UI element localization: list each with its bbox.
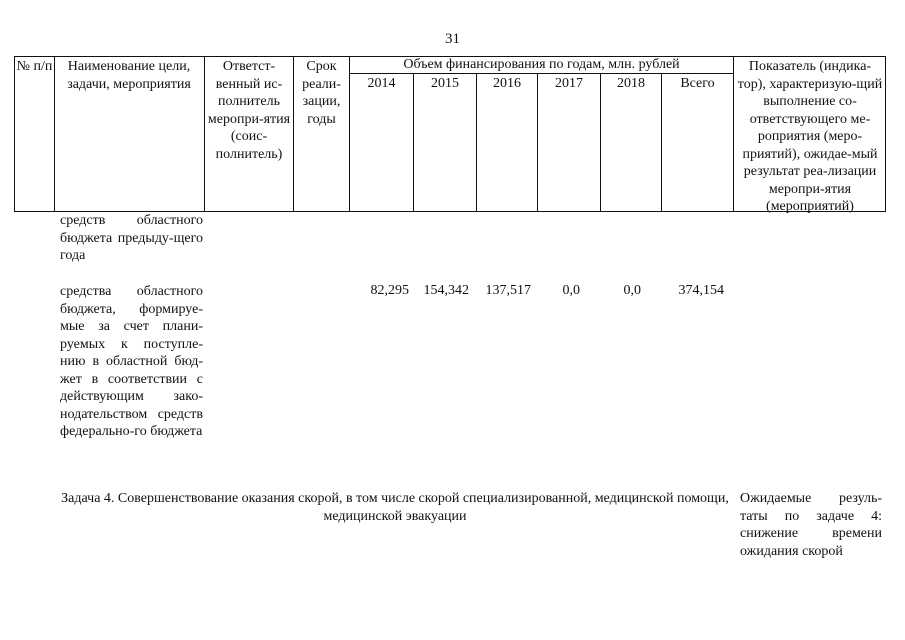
value-2014: 82,295 <box>370 283 409 298</box>
task4-expected-results: Ожидаемые резуль-таты по задаче 4: снижение времени ожидания скорой <box>740 491 882 559</box>
header-col-funding: Объем финансирования по годам, млн. рублей <box>403 57 680 72</box>
value-total: 374,154 <box>678 283 724 298</box>
col-divider <box>54 56 55 212</box>
col-divider <box>14 56 15 212</box>
header-col-term: Срок реали-зации, годы <box>302 59 341 127</box>
year-divider <box>537 73 538 212</box>
header-year: 2014 <box>367 76 396 91</box>
year-divider <box>413 73 414 212</box>
header-col-no: № п/п <box>16 59 53 74</box>
header-year: 2016 <box>493 76 521 91</box>
header-year: 2015 <box>431 76 459 91</box>
value-2016: 137,517 <box>485 283 531 298</box>
col-divider <box>204 56 205 212</box>
header-year: 2018 <box>617 76 645 91</box>
task4-title: Задача 4. Совершенствование оказания скорой, в том числе скорой специализированной, медицинской помощи, медицинской эвакуации <box>61 491 729 524</box>
col-divider <box>733 56 734 212</box>
col-divider <box>293 56 294 212</box>
value-2018: 0,0 <box>623 283 641 298</box>
value-2017: 0,0 <box>562 283 580 298</box>
header-col-indicator: Показатель (индика-тор), характеризую-щий выполнение со-ответствующего ме-роприятия (меро-приятий), ожидае-мый результат реа-лизации меропри-ятия (мероприятий) <box>737 59 883 214</box>
source-previous-year: средств областного бюджета предыду-щего года <box>60 213 203 263</box>
year-divider <box>476 73 477 212</box>
source-regional-budget: средства областного бюджета, формируе-мые за счет плани-руемых к поступле-нию в областной бюд-жет в соответствии с действующим зако-нодательством средств федерально-го бюджета <box>60 284 203 439</box>
year-divider <box>600 73 601 212</box>
header-year: 2017 <box>555 76 583 91</box>
header-col-name: Наименование цели, задачи, мероприятия <box>67 59 191 92</box>
col-divider <box>885 56 886 212</box>
year-divider <box>661 73 662 212</box>
header-col-responsible: Ответст-венный ис-полнитель меропри-ятия (соис-полнитель) <box>207 59 291 162</box>
value-2015: 154,342 <box>423 283 469 298</box>
page-number: 31 <box>445 31 460 47</box>
header-total: Всего <box>680 76 715 91</box>
